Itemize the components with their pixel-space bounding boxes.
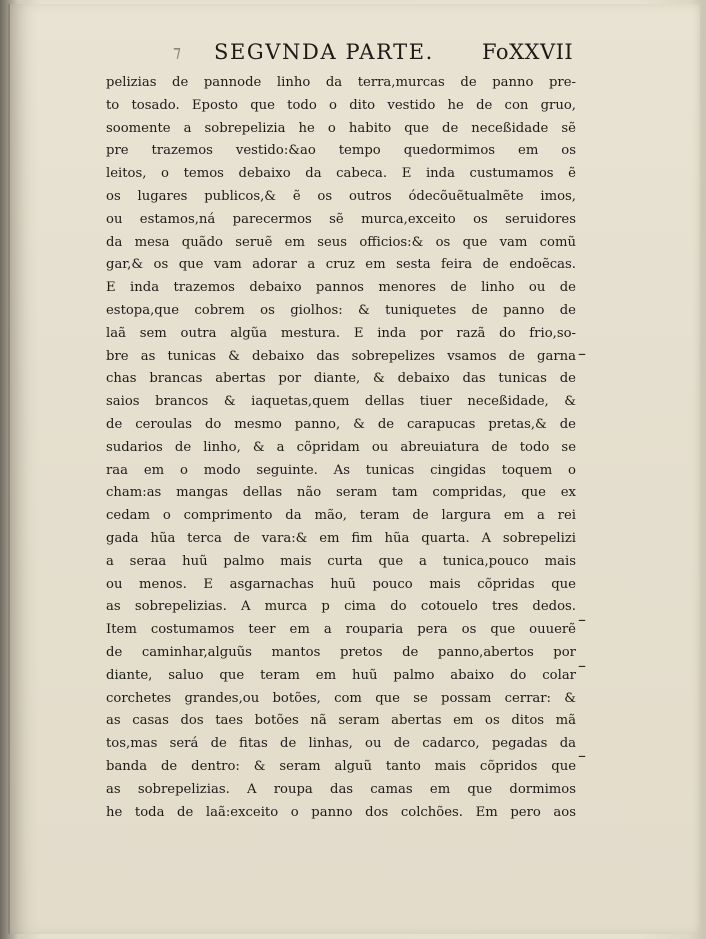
text-line: laã sem outra algũa mestura. E inda por razã do frio,so-: [106, 325, 576, 341]
text-line: he toda de laã:exceito o panno dos colchões. Em pero aos: [106, 804, 576, 820]
text-line: tos,mas será de fitas de linhas, ou de cadarco, pegadas da: [106, 736, 576, 752]
body-text: [106, 72, 576, 824]
text-line: raa em o modo seguinte. As tunicas cingidas toquem o: [106, 462, 576, 478]
text-line: as casas dos taes botões nã seram abertas em os ditos mã: [106, 713, 576, 729]
text-line: as sobrepelizias. A murca p cima do cotouelo tres dedos.: [106, 599, 576, 615]
running-title: SEGVNDA PARTE.: [214, 40, 434, 64]
text-line: gar,& os que vam adorar a cruz em sesta feira de endoẽcas.: [106, 257, 576, 273]
folio-number: FoXXVII: [482, 40, 574, 64]
text-line: ou estamos,ná parecermos sẽ murca,exceito os seruidores: [106, 211, 576, 227]
margin-mark: –: [578, 610, 586, 629]
text-line: bre as tunicas & debaixo das sobrepelizes vsamos de garna: [106, 348, 576, 364]
running-header: [10, 40, 700, 70]
text-line: Item costumamos teer em a rouparia pera os que ouuerẽ: [106, 622, 576, 638]
text-line: de caminhar,alguũs mantos pretos de panno,abertos por: [106, 644, 576, 660]
text-line: to tosado. Eposto que todo o dito vestido he de con gruo,: [106, 97, 576, 113]
text-line: gada hũa terca de vara:& em fim hũa quarta. A sobrepelizi: [106, 530, 576, 546]
book-page: [8, 4, 700, 934]
text-line: pre trazemos vestido:&ao tempo quedormimos em os: [106, 143, 576, 159]
text-line: de ceroulas do mesmo panno, & de carapucas pretas,& de: [106, 416, 576, 432]
text-line: E inda trazemos debaixo pannos menores de linho ou de: [106, 280, 576, 296]
text-line: leitos, o temos debaixo da cabeca. E inda custumamos ẽ: [106, 166, 576, 182]
text-line: diante, saluo que teram em huũ palmo abaixo do colar: [106, 667, 576, 683]
text-line: pelizias de pannode linho da terra,murcas de panno pre-: [106, 75, 576, 90]
text-line: a seraa huũ palmo mais curta que a tunica,pouco mais: [106, 553, 576, 569]
text-line: ou menos. E asgarnachas huũ pouco mais cõpridas que: [106, 576, 576, 592]
text-line: da mesa quãdo seruẽ em seus officios:& os que vam comũ: [106, 234, 576, 250]
margin-mark: –: [578, 656, 586, 675]
text-line: sudarios de linho, & a cõpridam ou abreuiatura de todo se: [106, 439, 576, 455]
text-line: as sobrepelizias. A roupa das camas em que dormimos: [106, 781, 576, 797]
text-line: banda de dentro: & seram alguũ tanto mais cõpridos que: [106, 758, 576, 774]
text-line: corchetes grandes,ou botões, com que se possam cerrar: &: [106, 690, 576, 706]
margin-mark: –: [578, 344, 586, 363]
text-line: cham:as mangas dellas não seram tam compridas, que ex: [106, 485, 576, 501]
header-ornament: ⁊: [173, 42, 181, 61]
text-line: estopa,que cobrem os giolhos: & tuniquetes de panno de: [106, 302, 576, 318]
text-line: saios brancos & iaquetas,quem dellas tiuer neceßidade, &: [106, 394, 576, 410]
margin-mark: –: [578, 746, 586, 765]
text-line: chas brancas abertas por diante, & debaixo das tunicas de: [106, 371, 576, 387]
text-line: cedam o comprimento da mão, teram de largura em a rei: [106, 508, 576, 524]
text-line: os lugares publicos,& ẽ os outros ódecõuẽtualmẽte imos,: [106, 188, 576, 204]
text-line: soomente a sobrepelizia he o habito que de neceßidade sẽ: [106, 120, 576, 136]
